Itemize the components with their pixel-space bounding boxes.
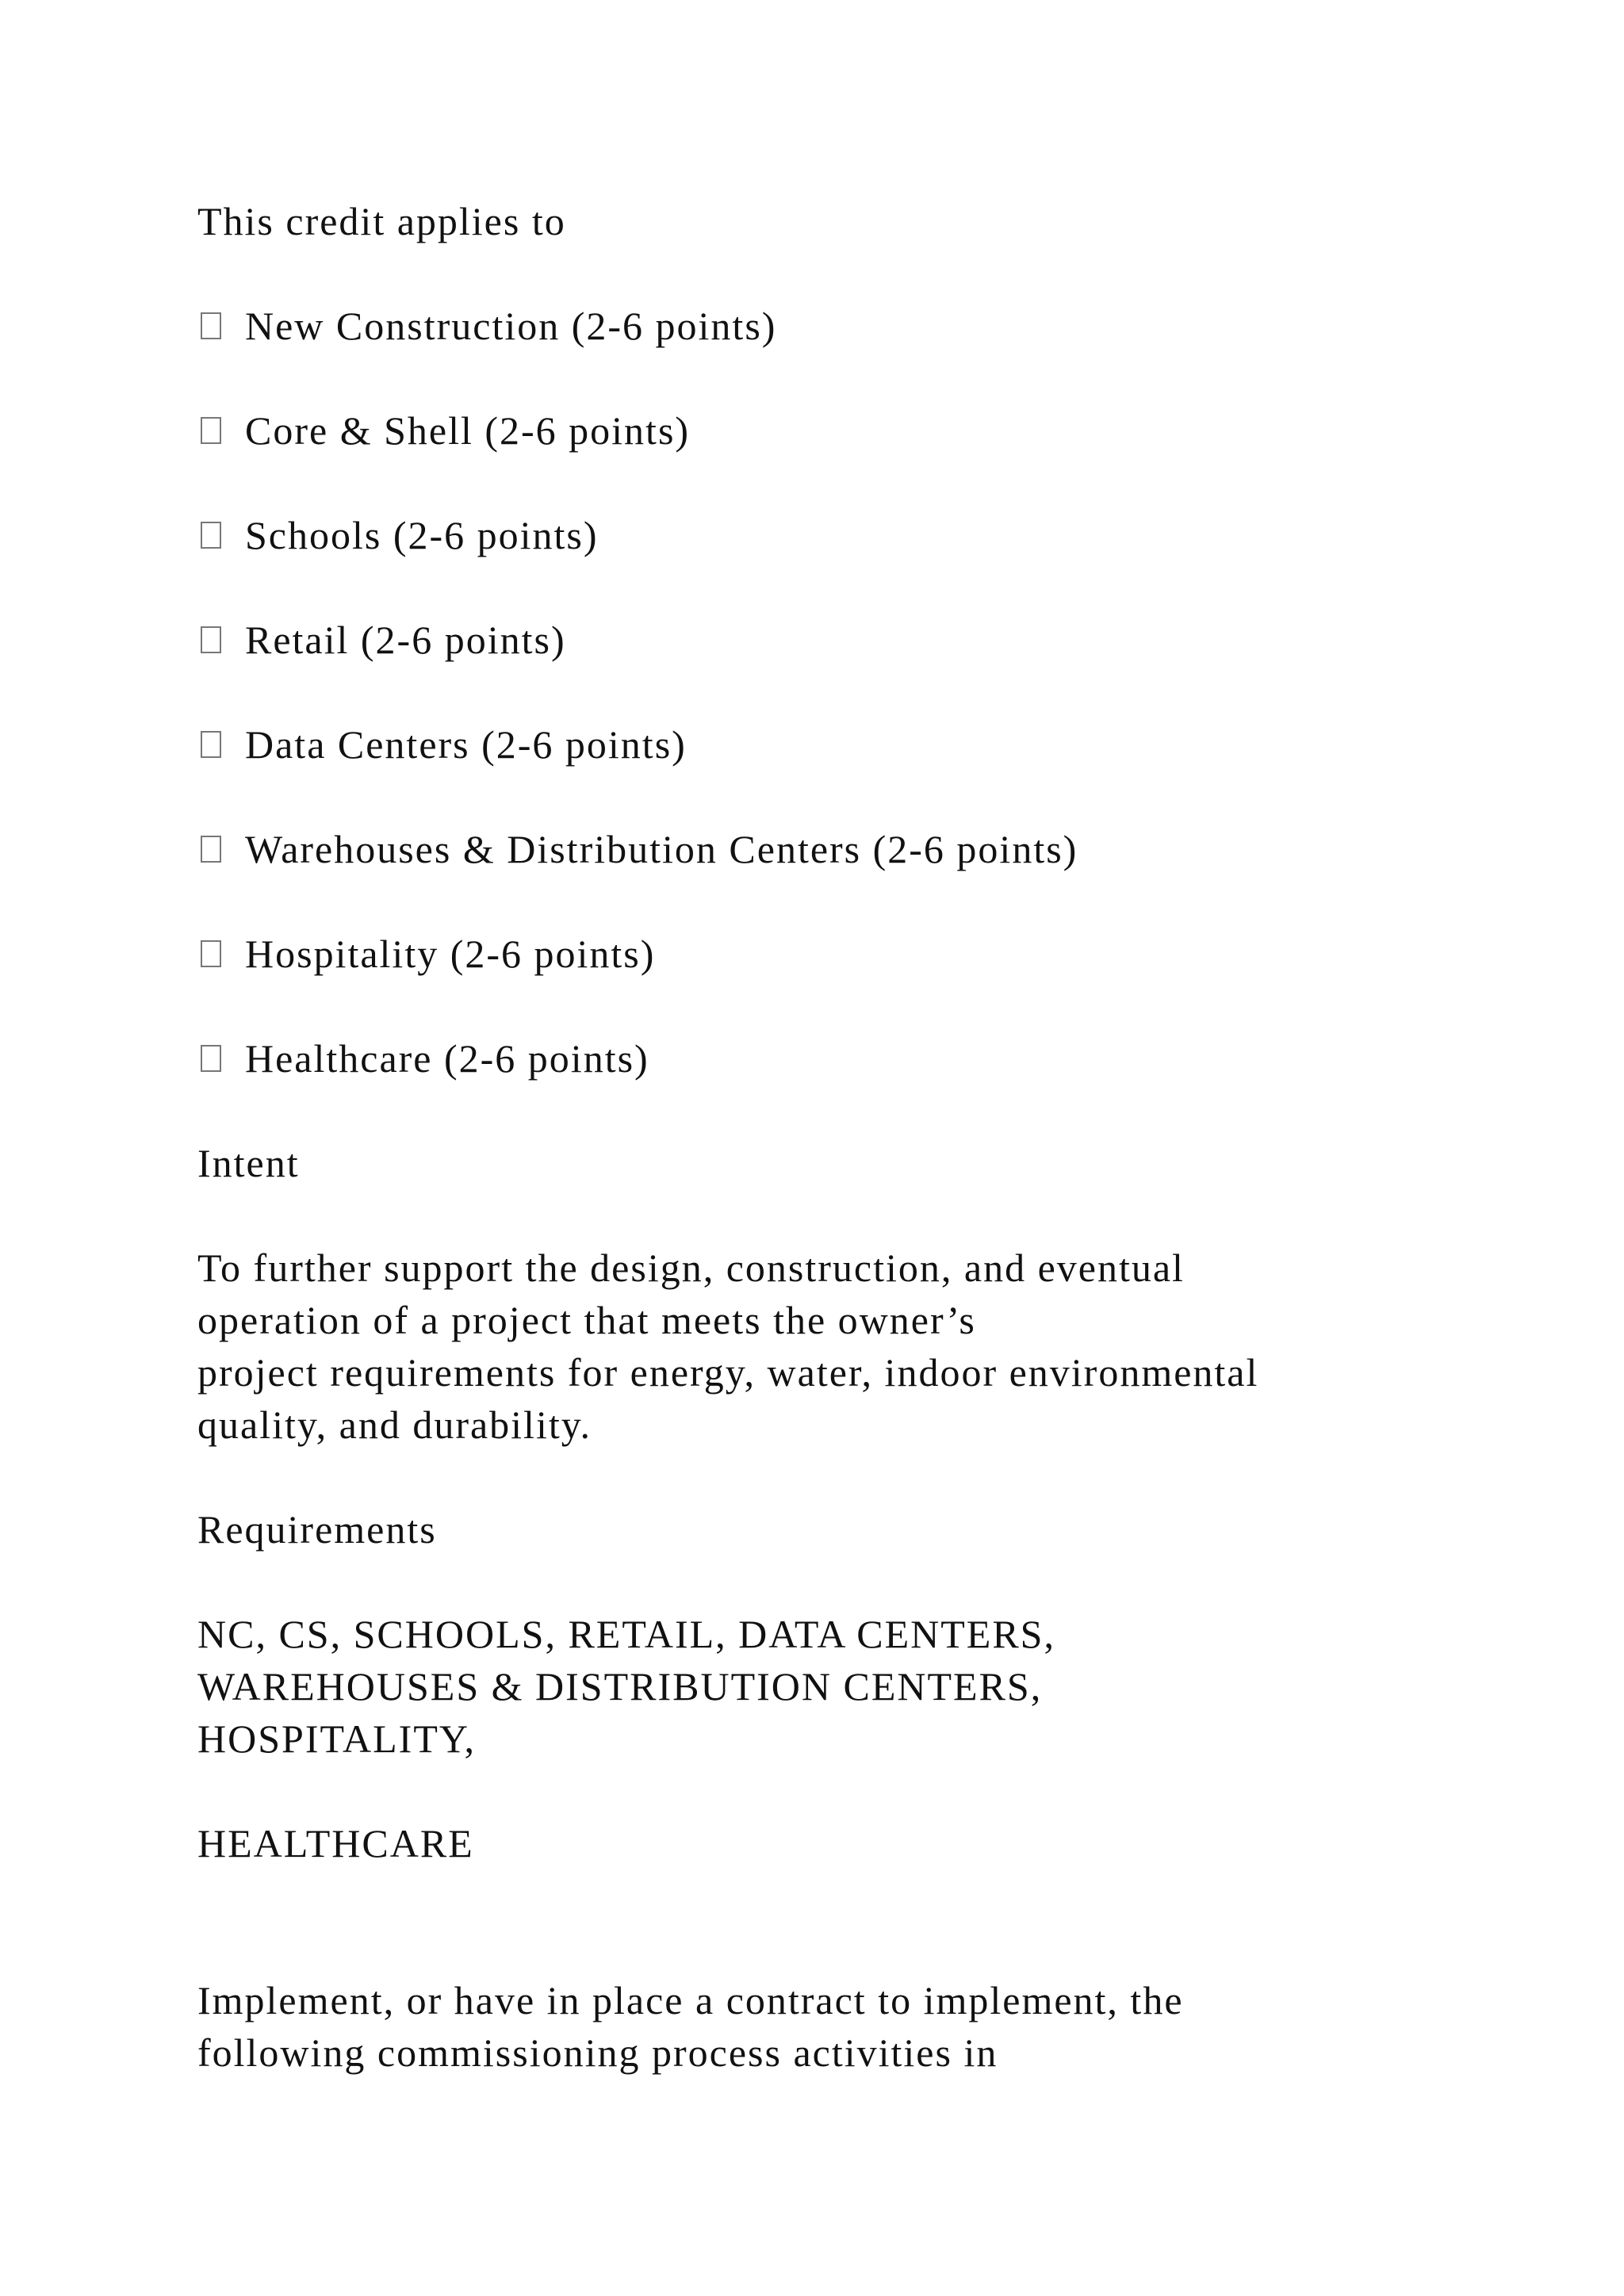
list-item	[197, 718, 1466, 771]
list-item-label: Schools (2-6 points)	[245, 513, 599, 557]
list-item-label: Core & Shell (2-6 points)	[245, 408, 691, 453]
list-item	[197, 509, 1466, 561]
intent-paragraph	[197, 1242, 1466, 1451]
list-item-label: Data Centers (2-6 points)	[245, 722, 687, 767]
list-item-label: Warehouses & Distribution Centers (2-6 points)	[245, 827, 1078, 871]
missing-glyph-box-icon	[201, 312, 221, 339]
requirements-heading: Requirements	[197, 1507, 437, 1552]
list-item-label: Healthcare (2-6 points)	[245, 1036, 649, 1081]
missing-glyph-box-icon	[201, 940, 221, 967]
list-item	[197, 823, 1466, 875]
intent-line: project requirements for energy, water, indoor environmental	[197, 1350, 1259, 1395]
list-item	[197, 1032, 1466, 1085]
list-item	[197, 928, 1466, 980]
document-content	[197, 195, 1466, 2131]
project-types-line: NC, CS, SCHOOLS, RETAIL, DATA CENTERS,	[197, 1612, 1055, 1656]
project-types-line: HOSPITALITY,	[197, 1716, 477, 1761]
project-types-paragraph	[197, 1608, 1466, 1765]
list-item-label: New Construction (2-6 points)	[245, 304, 777, 348]
missing-glyph-box-icon	[201, 417, 221, 444]
missing-glyph-box-icon	[201, 731, 221, 758]
list-item-label: Retail (2-6 points)	[245, 618, 566, 662]
implement-paragraph	[197, 1974, 1466, 2079]
intro-text: This credit applies to	[197, 199, 566, 243]
implement-line: Implement, or have in place a contract to implement, the	[197, 1978, 1184, 2022]
list-item	[197, 614, 1466, 666]
healthcare-heading: HEALTHCARE	[197, 1821, 474, 1866]
list-item	[197, 300, 1466, 352]
intent-heading: Intent	[197, 1141, 300, 1185]
missing-glyph-box-icon	[201, 836, 221, 863]
intent-line: quality, and durability.	[197, 1402, 592, 1447]
intent-line: To further support the design, construction, and eventual	[197, 1246, 1185, 1290]
list-item-label: Hospitality (2-6 points)	[245, 932, 656, 976]
intent-line: operation of a project that meets the owner’s	[197, 1298, 976, 1342]
missing-glyph-box-icon	[201, 522, 221, 549]
missing-glyph-box-icon	[201, 1045, 221, 1072]
list-item	[197, 404, 1466, 457]
implement-line: following commissioning process activities in	[197, 2030, 998, 2075]
project-types-line: WAREHOUSES & DISTRIBUTION CENTERS,	[197, 1664, 1043, 1709]
missing-glyph-box-icon	[201, 626, 221, 653]
